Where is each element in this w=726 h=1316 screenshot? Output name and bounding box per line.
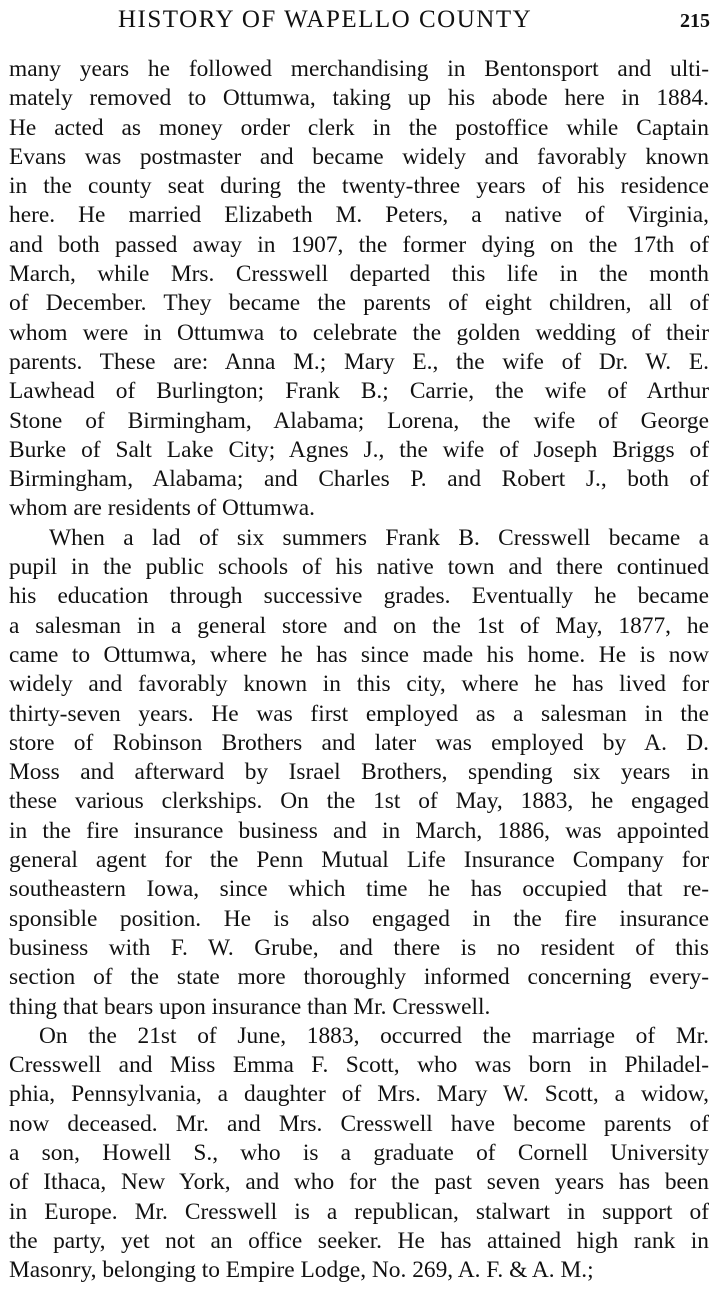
text-line: Lawhead of Burlington; Frank B.; Carrie, the wife of Arthur bbox=[9, 378, 709, 405]
text-line: a son, Howell S., who is a graduate of Cornell University bbox=[9, 1139, 709, 1166]
text-line: When a lad of six summers Frank B. Cresswell became a bbox=[49, 524, 709, 551]
text-line: section of the state more thoroughly informed concerning every- bbox=[9, 964, 709, 991]
text-line: mately removed to Ottumwa, taking up his abode here in 1884. bbox=[9, 85, 709, 112]
text-line: parents. These are: Anna M.; Mary E., the wife of Dr. W. E. bbox=[9, 348, 709, 375]
text-line: Cresswell and Miss Emma F. Scott, who was born in Philadel- bbox=[9, 1052, 709, 1079]
text-line: On the 21st of June, 1883, occurred the marriage of Mr. bbox=[39, 1022, 709, 1049]
text-line: Birmingham, Alabama; and Charles P. and Robert J., both of bbox=[9, 466, 709, 493]
text-line: whom were in Ottumwa to celebrate the golden wedding of their bbox=[9, 319, 709, 346]
text-line: whom are residents of Ottumwa. bbox=[9, 495, 315, 522]
text-line: of December. They became the parents of eight children, all of bbox=[9, 290, 709, 317]
text-line: Stone of Birmingham, Alabama; Lorena, the wife of George bbox=[9, 407, 709, 434]
paragraph bbox=[9, 1022, 709, 1286]
text-line: thing that bears upon insurance than Mr. Cresswell. bbox=[9, 993, 491, 1020]
body-text bbox=[9, 55, 709, 1285]
text-line: in the county seat during the twenty-three years of his residence bbox=[9, 173, 709, 200]
text-line: and both passed away in 1907, the former dying on the 17th of bbox=[9, 231, 709, 258]
text-line: sponsible position. He is also engaged in the fire insurance bbox=[9, 905, 709, 932]
text-line: Moss and afterward by Israel Brothers, spending six years in bbox=[9, 759, 709, 786]
page-number: 215 bbox=[680, 10, 710, 32]
text-line: phia, Pennsylvania, a daughter of Mrs. Mary W. Scott, a widow, bbox=[9, 1081, 709, 1108]
text-line: in Europe. Mr. Cresswell is a republican, stalwart in support of bbox=[9, 1198, 709, 1225]
text-line: now deceased. Mr. and Mrs. Cresswell have become parents of bbox=[9, 1110, 709, 1137]
running-head bbox=[0, 4, 726, 38]
text-line: pupil in the public schools of his native town and there continued bbox=[9, 554, 709, 581]
text-line: business with F. W. Grube, and there is no resident of this bbox=[9, 934, 709, 961]
paragraph bbox=[9, 524, 709, 1022]
paragraph bbox=[9, 55, 709, 524]
text-line: here. He married Elizabeth M. Peters, a native of Virginia, bbox=[9, 202, 709, 229]
text-line: widely and favorably known in this city, where he has lived for bbox=[9, 671, 709, 698]
text-line: of Ithaca, New York, and who for the past seven years has been bbox=[9, 1169, 709, 1196]
text-line: these various clerkships. On the 1st of May, 1883, he engaged bbox=[9, 788, 709, 815]
text-line: the party, yet not an office seeker. He has attained high rank in bbox=[9, 1227, 709, 1254]
text-line: southeastern Iowa, since which time he has occupied that re- bbox=[9, 876, 709, 903]
text-line: in the fire insurance business and in March, 1886, was appointed bbox=[9, 817, 709, 844]
text-line: general agent for the Penn Mutual Life Insurance Company for bbox=[9, 847, 709, 874]
text-line: Burke of Salt Lake City; Agnes J., the wife of Joseph Briggs of bbox=[9, 436, 709, 463]
text-line: came to Ottumwa, where he has since made his home. He is now bbox=[9, 641, 709, 668]
text-line: March, while Mrs. Cresswell departed this life in the month bbox=[9, 261, 709, 288]
text-line: Masonry, belonging to Empire Lodge, No. 269, A. F. & A. M.; bbox=[9, 1257, 594, 1284]
text-line: He acted as money order clerk in the postoffice while Captain bbox=[9, 114, 709, 141]
text-line: many years he followed merchandising in Bentonsport and ulti- bbox=[9, 56, 709, 82]
text-line: Evans was postmaster and became widely and favorably known bbox=[9, 143, 709, 170]
text-line: his education through successive grades. Eventually he became bbox=[9, 583, 709, 610]
text-line: a salesman in a general store and on the 1st of May, 1877, he bbox=[9, 612, 709, 639]
text-line: thirty-seven years. He was first employed as a salesman in the bbox=[9, 700, 709, 727]
running-title: HISTORY OF WAPELLO COUNTY bbox=[118, 6, 533, 33]
text-line: store of Robinson Brothers and later was employed by A. D. bbox=[9, 729, 709, 756]
